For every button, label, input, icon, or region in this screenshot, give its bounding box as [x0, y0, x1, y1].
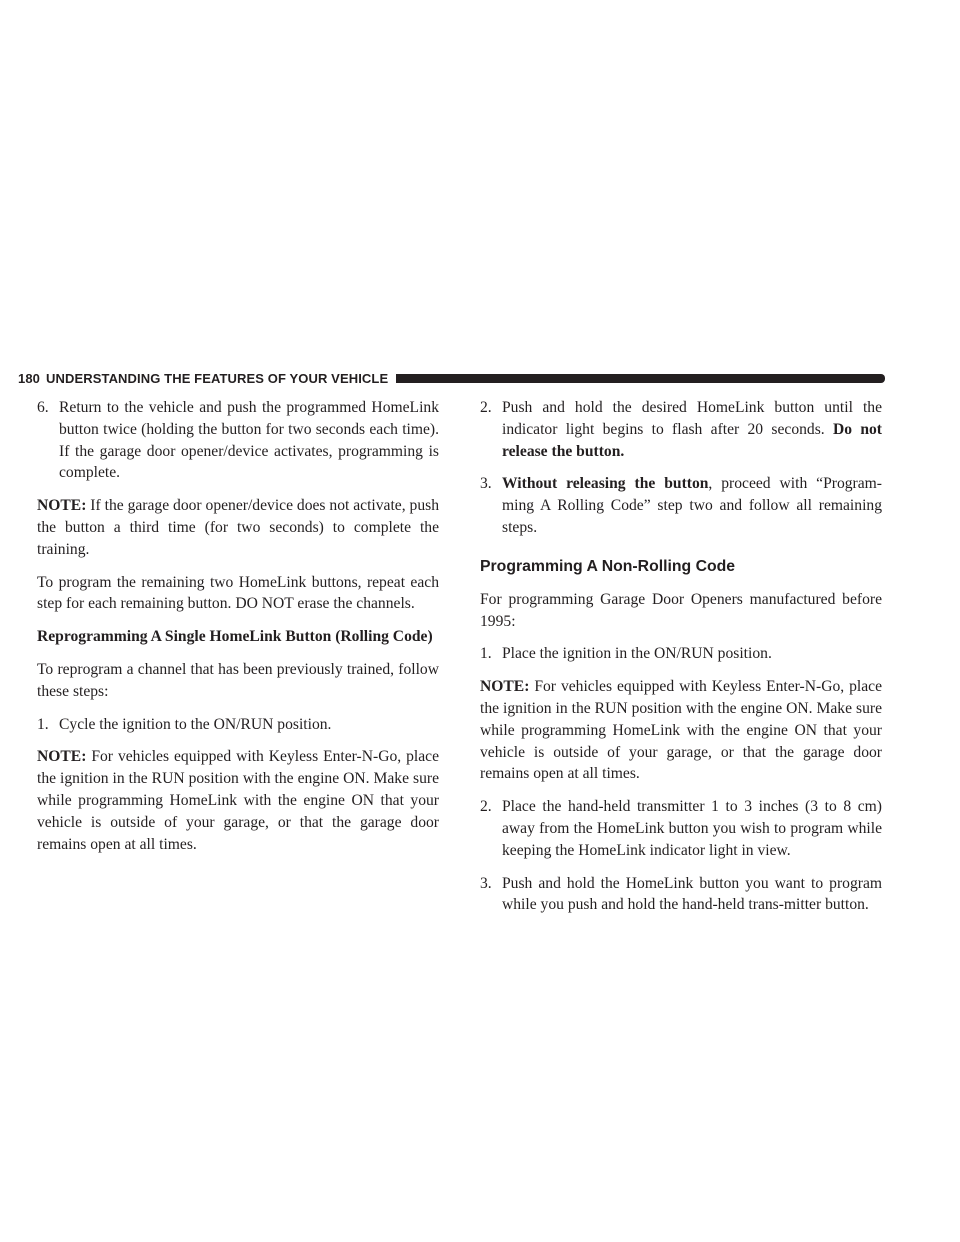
note-text: For vehicles equipped with Keyless Enter-N-Go, place the ignition in the RUN position with the engine ON. Make sure while programming HomeLink with the engine ON that your vehicle is outside of your garage, or that the garage door remains open at all times.: [480, 678, 882, 783]
step-number: 3.: [480, 874, 492, 892]
nr-step-2: [480, 796, 882, 861]
step-text-normal: , proceed with “Program-ming A Rolling Code” step two and follow all remaining steps.: [502, 475, 882, 536]
note-paragraph: [480, 676, 882, 785]
step-text: Cycle the ignition to the ON/RUN position.: [59, 715, 332, 733]
page-number: 180: [18, 370, 40, 386]
step-number: 2.: [480, 798, 492, 816]
header-rule: [396, 374, 885, 383]
step-3: [480, 473, 882, 538]
note-label: NOTE:: [480, 678, 530, 696]
reprogram-intro-paragraph: To reprogram a channel that has been previously trained, follow these steps:: [37, 660, 439, 700]
step-1: [37, 714, 439, 736]
step-text: Place the ignition in the ON/RUN position.: [502, 645, 772, 663]
section-title: UNDERSTANDING THE FEATURES OF YOUR VEHICLE: [46, 370, 389, 386]
step-text: Place the hand-held transmitter 1 to 3 inches (3 to 8 cm) away from the HomeLink button you wish to program while keeping the HomeLink indicator light in view.: [502, 798, 882, 859]
page-header: [18, 369, 885, 387]
step-number: 1.: [480, 645, 492, 663]
step-text: Push and hold the HomeLink button you want to program while you push and hold the hand-held trans-mitter button.: [502, 874, 882, 914]
non-rolling-code-heading: Programming A Non-Rolling Code: [480, 557, 736, 575]
step-number: 1.: [37, 715, 49, 733]
note-paragraph: [37, 495, 439, 560]
step-number: 2.: [480, 399, 492, 416]
left-column: [37, 397, 439, 866]
step-number: 6.: [37, 399, 49, 416]
step-text: [502, 473, 882, 538]
step-text: [502, 397, 882, 462]
non-rolling-intro-paragraph: For programming Garage Door Openers manufactured before 1995:: [480, 590, 882, 630]
note-paragraph: [37, 746, 439, 855]
step-6: [37, 397, 439, 484]
step-2: [480, 397, 882, 462]
reprogramming-subheading: Reprogramming A Single HomeLink Button (Rolling Code): [37, 628, 433, 646]
nr-step-3: [480, 873, 882, 917]
note-text: For vehicles equipped with Keyless Enter-N-Go, place the ignition in the RUN position with the engine ON. Make sure while programming HomeLink with the engine ON that your vehicle is outside of your garage, or that the garage door remains open at all times.: [37, 748, 439, 853]
step-text: Return to the vehicle and push the programmed HomeLink button twice (holding the button for two seconds each time). If the garage door opener/device activates, programming is complete.: [59, 399, 439, 482]
remaining-buttons-paragraph: To program the remaining two HomeLink buttons, repeat each step for each remaining button. DO NOT erase the channels.: [37, 573, 439, 613]
step-number: 3.: [480, 475, 492, 493]
step-text-bold: Do not release the button.: [502, 420, 883, 460]
step-text-normal: Push and hold the desired HomeLink button until the indicator light begins to flash after 20 seconds.: [502, 399, 882, 438]
note-label: NOTE:: [37, 748, 87, 766]
nr-step-1: [480, 643, 882, 665]
step-text-bold: Without releasing the button: [502, 475, 709, 493]
note-text: If the garage door opener/device does not activate, push the button a third time (for two seconds) to complete the training.: [37, 497, 439, 558]
note-label: NOTE:: [37, 497, 87, 515]
right-column: [480, 397, 882, 927]
